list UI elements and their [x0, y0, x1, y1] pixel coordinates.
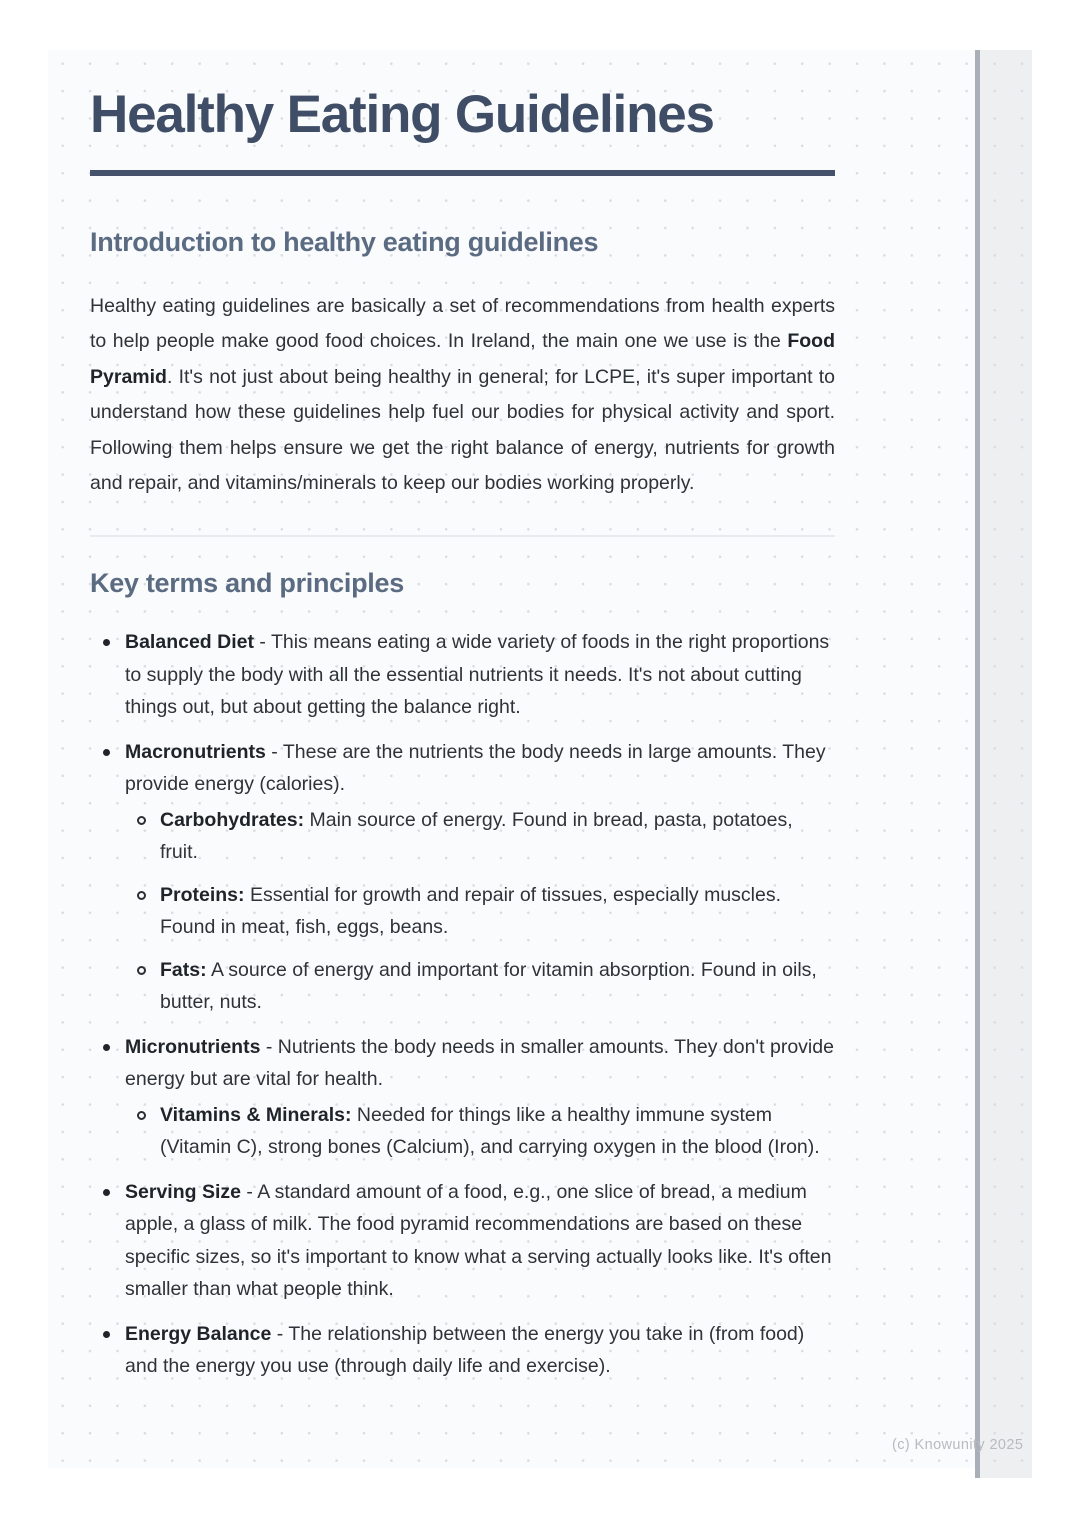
term-separator: - [240, 1180, 258, 1203]
hollow-bullet-icon [137, 1111, 146, 1120]
term-description: Nutrients the body needs in smaller amounts. They don't provide energy but are vital for health. [125, 1035, 834, 1091]
sub-item-proteins [125, 879, 835, 944]
list-item-energy-balance [90, 1318, 835, 1383]
hollow-bullet-icon [137, 816, 146, 825]
term-label: Proteins: [160, 883, 245, 906]
intro-paragraph [90, 289, 835, 502]
intro-paragraph-post: . It's not just about being healthy in general; for LCPE, it's super important to understand how these guidelines help fuel our bodies for physical activity and sport. Following them helps ensure we get the right balance of energy, nutrients for growth and repair, and vitamins/minerals to keep our bodies working properly. [90, 365, 835, 495]
copyright-watermark: (c) Knowunity 2025 [892, 1437, 1024, 1453]
term-label: Fats: [160, 958, 207, 981]
term-description: Main source of energy. Found in bread, pasta, potatoes, fruit. [160, 808, 793, 864]
micronutrients-sub-list [125, 1099, 835, 1164]
term-description: These are the nutrients the body needs in large amounts. They provide energy (calories). [125, 740, 826, 796]
bullet-icon [103, 1331, 110, 1338]
term-label: Macronutrients [125, 740, 266, 763]
hollow-bullet-icon [137, 891, 146, 900]
next-page-edge-strip [975, 50, 1032, 1478]
bullet-icon [103, 1044, 110, 1051]
term-label: Micronutrients [125, 1035, 261, 1058]
term-label: Vitamins & Minerals: [160, 1103, 352, 1126]
term-description: Essential for growth and repair of tissues, especially muscles. Found in meat, fish, eggs, beans. [160, 883, 782, 939]
bullet-icon [103, 1189, 110, 1196]
term-separator: - [271, 1322, 289, 1345]
term-separator: - [260, 1035, 278, 1058]
intro-paragraph-pre: Healthy eating guidelines are basically a set of recommendations from health experts to help people make good food choices. In Ireland, the main one we use is the [90, 294, 835, 353]
term-description: The relationship between the energy you take in (from food) and the energy you use (through daily life and exercise). [125, 1322, 805, 1378]
hollow-bullet-icon [137, 966, 146, 975]
term-description: A source of energy and important for vitamin absorption. Found in oils, butter, nuts. [160, 958, 817, 1014]
bullet-icon [103, 639, 110, 646]
sub-item-carbohydrates [125, 804, 835, 869]
term-description: This means eating a wide variety of foods in the right proportions to supply the body with all the essential nutrients it needs. It's not about cutting things out, but about getting the balance right. [125, 631, 830, 719]
intro-paragraph-bold-food-pyramid: Food Pyramid [90, 330, 835, 388]
list-item-serving-size [90, 1176, 835, 1306]
sub-item-fats [125, 954, 835, 1019]
macronutrients-sub-list [125, 804, 835, 1019]
list-item-macronutrients [90, 736, 835, 1019]
term-separator: - [253, 631, 271, 654]
term-separator: - [265, 740, 283, 763]
section-heading-introduction: Introduction to healthy eating guidelines [90, 227, 599, 258]
list-item-balanced-diet [90, 626, 835, 724]
bullet-icon [103, 749, 110, 756]
term-description: Needed for things like a healthy immune system (Vitamin C), strong bones (Calcium), and carrying oxygen in the blood (Iron). [160, 1103, 820, 1159]
page-title: Healthy Eating Guidelines [90, 85, 714, 144]
list-item-micronutrients [90, 1031, 835, 1164]
section-divider [90, 535, 835, 537]
section-heading-key-terms: Key terms and principles [90, 567, 404, 598]
term-label: Balanced Diet [125, 631, 254, 654]
term-description: A standard amount of a food, e.g., one slice of bread, a medium apple, a glass of milk. The food pyramid recommendations are based on these specific sizes, so it's important to know what a serving actually looks like. It's often smaller than what people think. [125, 1180, 832, 1301]
term-label: Carbohydrates: [160, 808, 305, 831]
title-underline-rule [90, 170, 835, 176]
key-terms-list [90, 626, 835, 1383]
term-label: Serving Size [125, 1180, 241, 1203]
term-label: Energy Balance [125, 1322, 272, 1345]
sub-item-vitamins-minerals [125, 1099, 835, 1164]
